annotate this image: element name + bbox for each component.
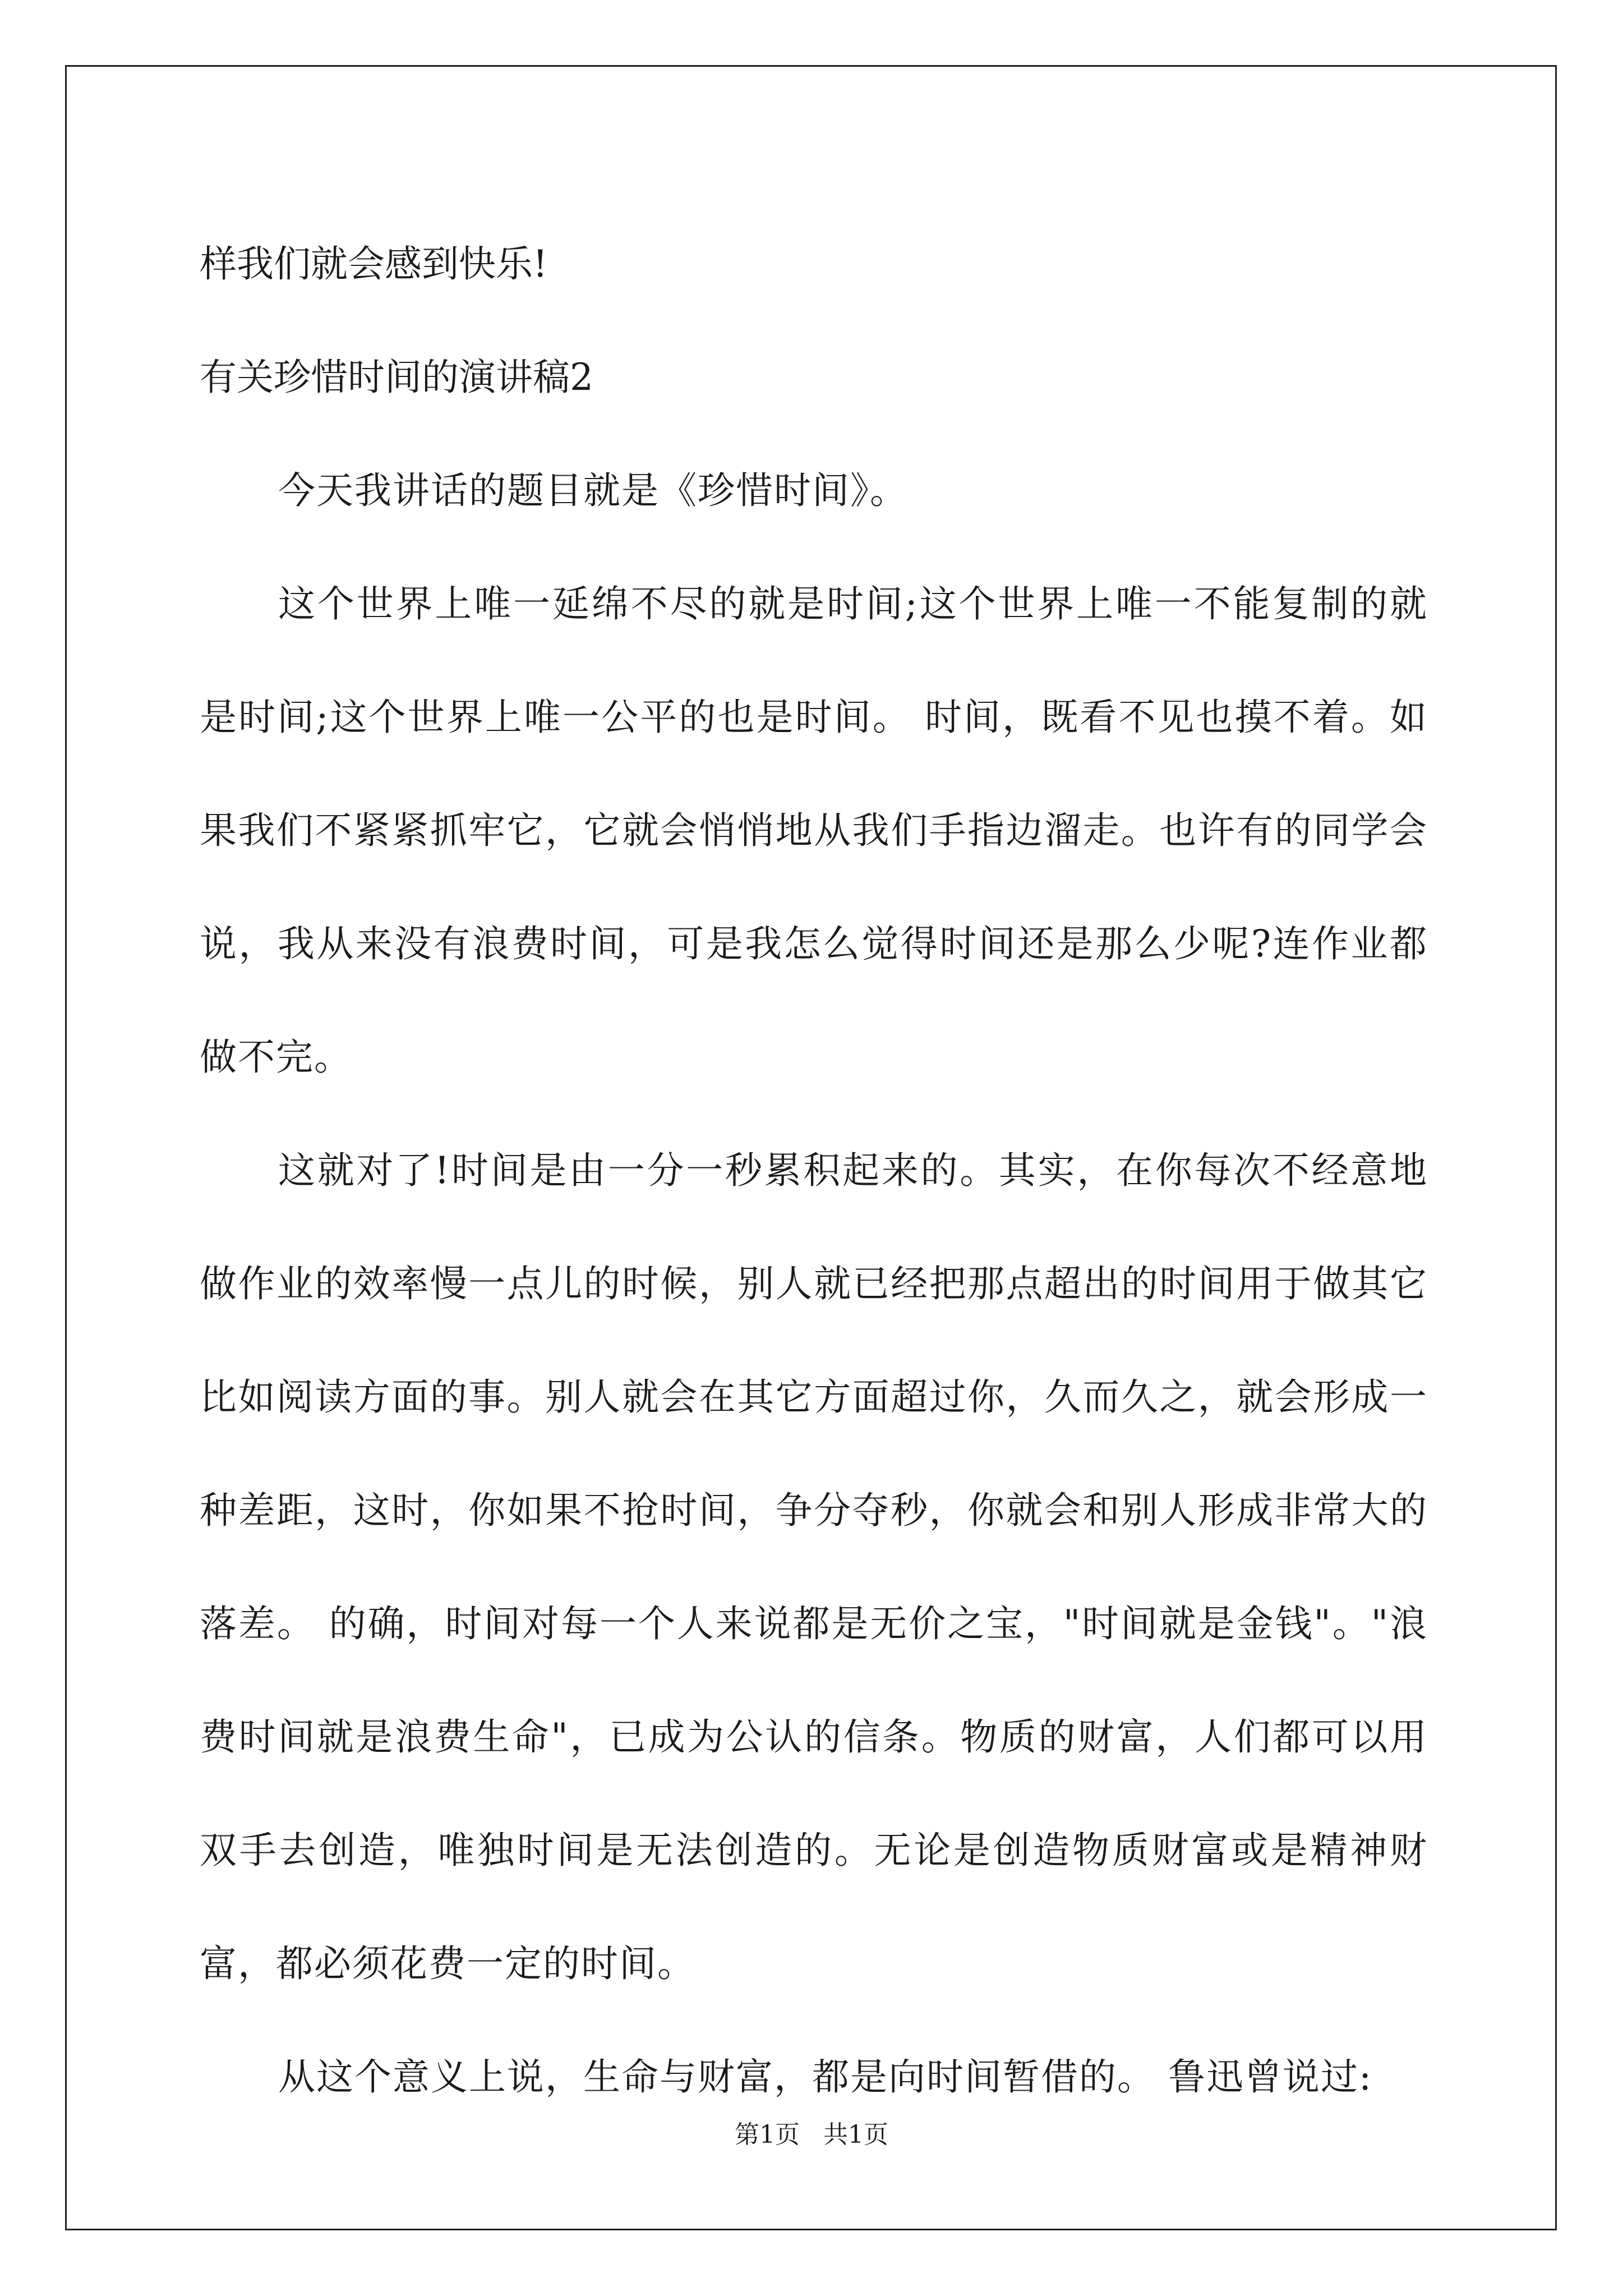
paragraph-1: 今天我讲话的题目就是《珍惜时间》。 (278, 469, 908, 512)
page-footer: 第1页 共1页 (735, 2120, 888, 2149)
document-body (200, 208, 1428, 2134)
continuation-line: 样我们就会感到快乐! (200, 242, 548, 286)
paragraph-3: 这就对了!时间是由一分一秒累积起来的。其实，在你每次不经意地做作业的效率慢一点儿的时候，别人就已经把那点超出的时间用于做其它比如阅读方面的事。别人就会在其它方面超过你，久而久之，就会形成一种差距，这时，你如果不抢时间，争分夺秒，你就会和别人形成非常大的落差。 的确，时间对每一个人来说都是无价之宝，"时间就是金钱"。"浪费时间就是浪费生命"，已成为公认的信条。物质的财富，人们都可以用双手去创造，唯独时间是无法创造的。无论是创造物质财富或是精神财富，都必须花费一定的时间。 (200, 1149, 1428, 1985)
paragraph-2: 这个世界上唯一延绵不尽的就是时间;这个世界上唯一不能复制的就是时间;这个世界上唯一公平的也是时间。 时间，既看不见也摸不着。如果我们不紧紧抓牢它，它就会悄悄地从我们手指边溜走。也许有的同学会说，我从来没有浪费时间，可是我怎么觉得时间还是那么少呢?连作业都做不完。 (200, 582, 1428, 1079)
document-heading: 有关珍惜时间的演讲稿2 (200, 356, 593, 399)
paragraph-4: 从这个意义上说，生命与财富，都是向时间暂借的。 鲁迅曾说过: (278, 2055, 1373, 2099)
